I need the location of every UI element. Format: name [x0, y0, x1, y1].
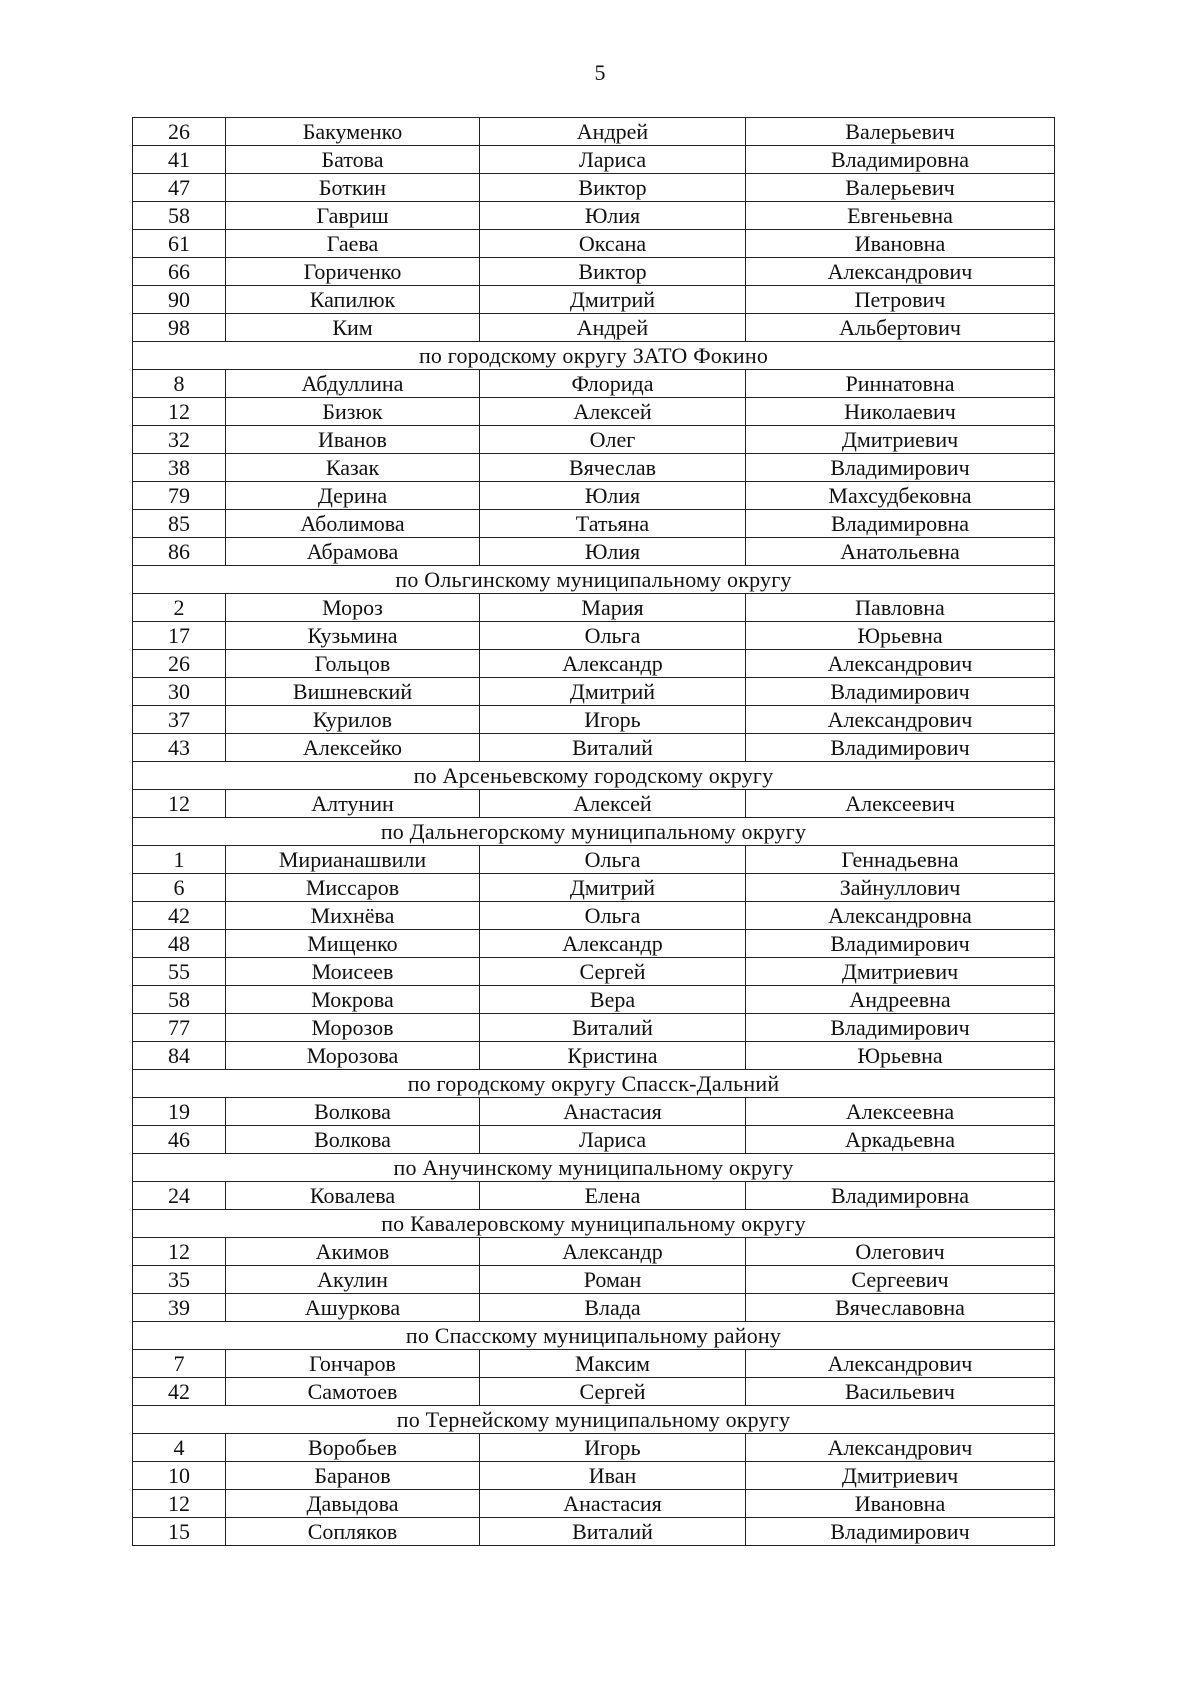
cell-first-name: Виктор: [480, 258, 746, 286]
cell-last-name: Мороз: [226, 594, 480, 622]
cell-first-name: Сергей: [480, 958, 746, 986]
cell-first-name: Александр: [480, 930, 746, 958]
cell-patronymic: Валерьевич: [746, 118, 1055, 146]
cell-number: 42: [133, 902, 226, 930]
cell-patronymic: Сергеевич: [746, 1266, 1055, 1294]
cell-patronymic: Павловна: [746, 594, 1055, 622]
cell-number: 10: [133, 1462, 226, 1490]
cell-last-name: Мирианашвили: [226, 846, 480, 874]
cell-last-name: Баранов: [226, 1462, 480, 1490]
cell-last-name: Акимов: [226, 1238, 480, 1266]
cell-patronymic: Николаевич: [746, 398, 1055, 426]
cell-patronymic: Геннадьевна: [746, 846, 1055, 874]
cell-number: 12: [133, 1490, 226, 1518]
cell-number: 17: [133, 622, 226, 650]
cell-patronymic: Юрьевна: [746, 1042, 1055, 1070]
cell-patronymic: Юрьевна: [746, 622, 1055, 650]
cell-patronymic: Александрович: [746, 1350, 1055, 1378]
cell-patronymic: Владимирович: [746, 678, 1055, 706]
cell-last-name: Бизюк: [226, 398, 480, 426]
cell-first-name: Влада: [480, 1294, 746, 1322]
cell-first-name: Дмитрий: [480, 286, 746, 314]
cell-first-name: Мария: [480, 594, 746, 622]
cell-number: 12: [133, 398, 226, 426]
cell-first-name: Татьяна: [480, 510, 746, 538]
table-row: [133, 146, 1055, 174]
cell-first-name: Ольга: [480, 622, 746, 650]
cell-number: 12: [133, 790, 226, 818]
cell-first-name: Ольга: [480, 902, 746, 930]
cell-first-name: Дмитрий: [480, 874, 746, 902]
cell-first-name: Роман: [480, 1266, 746, 1294]
table-row: [133, 1294, 1055, 1322]
table-row: [133, 1462, 1055, 1490]
cell-number: 43: [133, 734, 226, 762]
cell-last-name: Алтунин: [226, 790, 480, 818]
cell-number: 66: [133, 258, 226, 286]
cell-patronymic: Валерьевич: [746, 174, 1055, 202]
cell-last-name: Гольцов: [226, 650, 480, 678]
cell-patronymic: Евгеньевна: [746, 202, 1055, 230]
cell-last-name: Морозова: [226, 1042, 480, 1070]
page-number: 5: [594, 60, 606, 85]
cell-first-name: Александр: [480, 650, 746, 678]
table-row: [133, 1266, 1055, 1294]
cell-first-name: Олег: [480, 426, 746, 454]
cell-number: 32: [133, 426, 226, 454]
cell-patronymic: Дмитриевич: [746, 426, 1055, 454]
table-row: [133, 1098, 1055, 1126]
section-title: по городскому округу ЗАТО Фокино: [133, 342, 1055, 370]
section-title: по Тернейскому муниципальному округу: [133, 1406, 1055, 1434]
cell-last-name: Сопляков: [226, 1518, 480, 1546]
table-row: [133, 902, 1055, 930]
cell-number: 84: [133, 1042, 226, 1070]
cell-first-name: Виталий: [480, 1014, 746, 1042]
cell-patronymic: Владимирович: [746, 454, 1055, 482]
cell-number: 8: [133, 370, 226, 398]
cell-last-name: Мищенко: [226, 930, 480, 958]
cell-number: 12: [133, 1238, 226, 1266]
section-header-row: [133, 342, 1055, 370]
cell-number: 15: [133, 1518, 226, 1546]
section-header-row: [133, 818, 1055, 846]
cell-first-name: Юлия: [480, 482, 746, 510]
cell-patronymic: Петрович: [746, 286, 1055, 314]
cell-number: 24: [133, 1182, 226, 1210]
table-row: [133, 622, 1055, 650]
cell-number: 90: [133, 286, 226, 314]
section-title: по Арсеньевскому городскому округу: [133, 762, 1055, 790]
cell-first-name: Оксана: [480, 230, 746, 258]
table-row: [133, 678, 1055, 706]
table-row: [133, 1238, 1055, 1266]
cell-first-name: Алексей: [480, 790, 746, 818]
section-title: по Дальнегорскому муниципальному округу: [133, 818, 1055, 846]
cell-last-name: Вишневский: [226, 678, 480, 706]
table-row: [133, 1434, 1055, 1462]
roster-table: [132, 117, 1055, 1546]
cell-number: 37: [133, 706, 226, 734]
section-header-row: [133, 1070, 1055, 1098]
cell-patronymic: Анатольевна: [746, 538, 1055, 566]
cell-last-name: Аболимова: [226, 510, 480, 538]
cell-last-name: Морозов: [226, 1014, 480, 1042]
table-row: [133, 594, 1055, 622]
table-row: [133, 846, 1055, 874]
cell-patronymic: Владимирович: [746, 1518, 1055, 1546]
table-row: [133, 706, 1055, 734]
cell-first-name: Кристина: [480, 1042, 746, 1070]
cell-last-name: Миссаров: [226, 874, 480, 902]
cell-number: 35: [133, 1266, 226, 1294]
cell-first-name: Флорида: [480, 370, 746, 398]
cell-patronymic: Владимировна: [746, 510, 1055, 538]
cell-first-name: Лариса: [480, 1126, 746, 1154]
cell-first-name: Ольга: [480, 846, 746, 874]
section-title: по Кавалеровскому муниципальному округу: [133, 1210, 1055, 1238]
cell-number: 4: [133, 1434, 226, 1462]
table-row: [133, 510, 1055, 538]
cell-number: 46: [133, 1126, 226, 1154]
section-title: по Ольгинскому муниципальному округу: [133, 566, 1055, 594]
cell-number: 79: [133, 482, 226, 510]
cell-last-name: Иванов: [226, 426, 480, 454]
cell-number: 42: [133, 1378, 226, 1406]
cell-patronymic: Александровна: [746, 902, 1055, 930]
cell-number: 77: [133, 1014, 226, 1042]
cell-number: 39: [133, 1294, 226, 1322]
cell-patronymic: Александрович: [746, 650, 1055, 678]
cell-number: 26: [133, 118, 226, 146]
cell-number: 55: [133, 958, 226, 986]
section-header-row: [133, 1322, 1055, 1350]
cell-first-name: Иван: [480, 1462, 746, 1490]
cell-patronymic: Риннатовна: [746, 370, 1055, 398]
cell-first-name: Андрей: [480, 118, 746, 146]
cell-first-name: Юлия: [480, 202, 746, 230]
cell-patronymic: Александрович: [746, 1434, 1055, 1462]
section-header-row: [133, 1154, 1055, 1182]
cell-last-name: Абрамова: [226, 538, 480, 566]
cell-patronymic: Владимировна: [746, 1182, 1055, 1210]
cell-patronymic: Зайнуллович: [746, 874, 1055, 902]
cell-last-name: Гаева: [226, 230, 480, 258]
roster-body: [133, 118, 1055, 1546]
cell-last-name: Гавриш: [226, 202, 480, 230]
table-row: [133, 286, 1055, 314]
cell-last-name: Боткин: [226, 174, 480, 202]
table-row: [133, 790, 1055, 818]
cell-patronymic: Ивановна: [746, 230, 1055, 258]
cell-first-name: Виктор: [480, 174, 746, 202]
cell-last-name: Абдуллина: [226, 370, 480, 398]
table-row: [133, 370, 1055, 398]
cell-patronymic: Андреевна: [746, 986, 1055, 1014]
cell-last-name: Батова: [226, 146, 480, 174]
cell-last-name: Алексейко: [226, 734, 480, 762]
cell-last-name: Кузьмина: [226, 622, 480, 650]
cell-last-name: Воробьев: [226, 1434, 480, 1462]
cell-first-name: Игорь: [480, 706, 746, 734]
table-row: [133, 1518, 1055, 1546]
cell-last-name: Мокрова: [226, 986, 480, 1014]
table-row: [133, 734, 1055, 762]
cell-last-name: Михнёва: [226, 902, 480, 930]
table-row: [133, 1182, 1055, 1210]
cell-number: 41: [133, 146, 226, 174]
cell-patronymic: Дмитриевич: [746, 958, 1055, 986]
table-row: [133, 1350, 1055, 1378]
cell-last-name: Ким: [226, 314, 480, 342]
cell-last-name: Давыдова: [226, 1490, 480, 1518]
cell-last-name: Гончаров: [226, 1350, 480, 1378]
table-row: [133, 426, 1055, 454]
table-row: [133, 258, 1055, 286]
cell-last-name: Казак: [226, 454, 480, 482]
cell-patronymic: Ивановна: [746, 1490, 1055, 1518]
cell-number: 48: [133, 930, 226, 958]
cell-first-name: Виталий: [480, 734, 746, 762]
cell-number: 85: [133, 510, 226, 538]
cell-first-name: Алексей: [480, 398, 746, 426]
table-row: [133, 398, 1055, 426]
table-row: [133, 174, 1055, 202]
table-row: [133, 230, 1055, 258]
section-header-row: [133, 1210, 1055, 1238]
cell-patronymic: Александрович: [746, 706, 1055, 734]
cell-number: 19: [133, 1098, 226, 1126]
cell-first-name: Вера: [480, 986, 746, 1014]
cell-last-name: Гориченко: [226, 258, 480, 286]
cell-last-name: Курилов: [226, 706, 480, 734]
cell-number: 30: [133, 678, 226, 706]
table-row: [133, 314, 1055, 342]
cell-patronymic: Владимирович: [746, 1014, 1055, 1042]
table-row: [133, 874, 1055, 902]
section-header-row: [133, 566, 1055, 594]
cell-first-name: Андрей: [480, 314, 746, 342]
cell-last-name: Дерина: [226, 482, 480, 510]
cell-number: 2: [133, 594, 226, 622]
cell-patronymic: Аркадьевна: [746, 1126, 1055, 1154]
cell-patronymic: Владимировна: [746, 146, 1055, 174]
cell-first-name: Дмитрий: [480, 678, 746, 706]
cell-number: 7: [133, 1350, 226, 1378]
table-row: [133, 538, 1055, 566]
cell-last-name: Акулин: [226, 1266, 480, 1294]
cell-first-name: Виталий: [480, 1518, 746, 1546]
table-row: [133, 1042, 1055, 1070]
table-row: [133, 1014, 1055, 1042]
cell-last-name: Ашуркова: [226, 1294, 480, 1322]
table-row: [133, 650, 1055, 678]
cell-number: 61: [133, 230, 226, 258]
cell-number: 98: [133, 314, 226, 342]
table-row: [133, 118, 1055, 146]
section-header-row: [133, 762, 1055, 790]
cell-first-name: Сергей: [480, 1378, 746, 1406]
section-title: по городскому округу Спасск-Дальний: [133, 1070, 1055, 1098]
cell-patronymic: Дмитриевич: [746, 1462, 1055, 1490]
cell-patronymic: Владимирович: [746, 734, 1055, 762]
cell-number: 58: [133, 202, 226, 230]
table-row: [133, 930, 1055, 958]
table-row: [133, 1378, 1055, 1406]
table-row: [133, 986, 1055, 1014]
cell-patronymic: Александрович: [746, 258, 1055, 286]
cell-last-name: Капилюк: [226, 286, 480, 314]
cell-first-name: Елена: [480, 1182, 746, 1210]
cell-last-name: Моисеев: [226, 958, 480, 986]
cell-patronymic: Алексеевна: [746, 1098, 1055, 1126]
cell-patronymic: Олегович: [746, 1238, 1055, 1266]
cell-number: 47: [133, 174, 226, 202]
cell-patronymic: Алексеевич: [746, 790, 1055, 818]
cell-first-name: Игорь: [480, 1434, 746, 1462]
cell-last-name: Ковалева: [226, 1182, 480, 1210]
table-row: [133, 1490, 1055, 1518]
cell-last-name: Волкова: [226, 1126, 480, 1154]
section-title: по Анучинскому муниципальному округу: [133, 1154, 1055, 1182]
section-title: по Спасскому муниципальному району: [133, 1322, 1055, 1350]
cell-patronymic: Альбертович: [746, 314, 1055, 342]
cell-patronymic: Васильевич: [746, 1378, 1055, 1406]
cell-last-name: Самотоев: [226, 1378, 480, 1406]
cell-first-name: Вячеслав: [480, 454, 746, 482]
cell-first-name: Юлия: [480, 538, 746, 566]
cell-first-name: Лариса: [480, 146, 746, 174]
cell-number: 58: [133, 986, 226, 1014]
cell-last-name: Бакуменко: [226, 118, 480, 146]
table-row: [133, 1126, 1055, 1154]
cell-number: 26: [133, 650, 226, 678]
cell-first-name: Анастасия: [480, 1490, 746, 1518]
cell-number: 1: [133, 846, 226, 874]
table-row: [133, 202, 1055, 230]
section-header-row: [133, 1406, 1055, 1434]
cell-first-name: Максим: [480, 1350, 746, 1378]
cell-number: 6: [133, 874, 226, 902]
cell-first-name: Александр: [480, 1238, 746, 1266]
table-row: [133, 482, 1055, 510]
cell-first-name: Анастасия: [480, 1098, 746, 1126]
table-row: [133, 958, 1055, 986]
cell-last-name: Волкова: [226, 1098, 480, 1126]
cell-patronymic: Владимирович: [746, 930, 1055, 958]
table-row: [133, 454, 1055, 482]
cell-number: 38: [133, 454, 226, 482]
cell-patronymic: Вячеславовна: [746, 1294, 1055, 1322]
cell-patronymic: Махсудбековна: [746, 482, 1055, 510]
cell-number: 86: [133, 538, 226, 566]
